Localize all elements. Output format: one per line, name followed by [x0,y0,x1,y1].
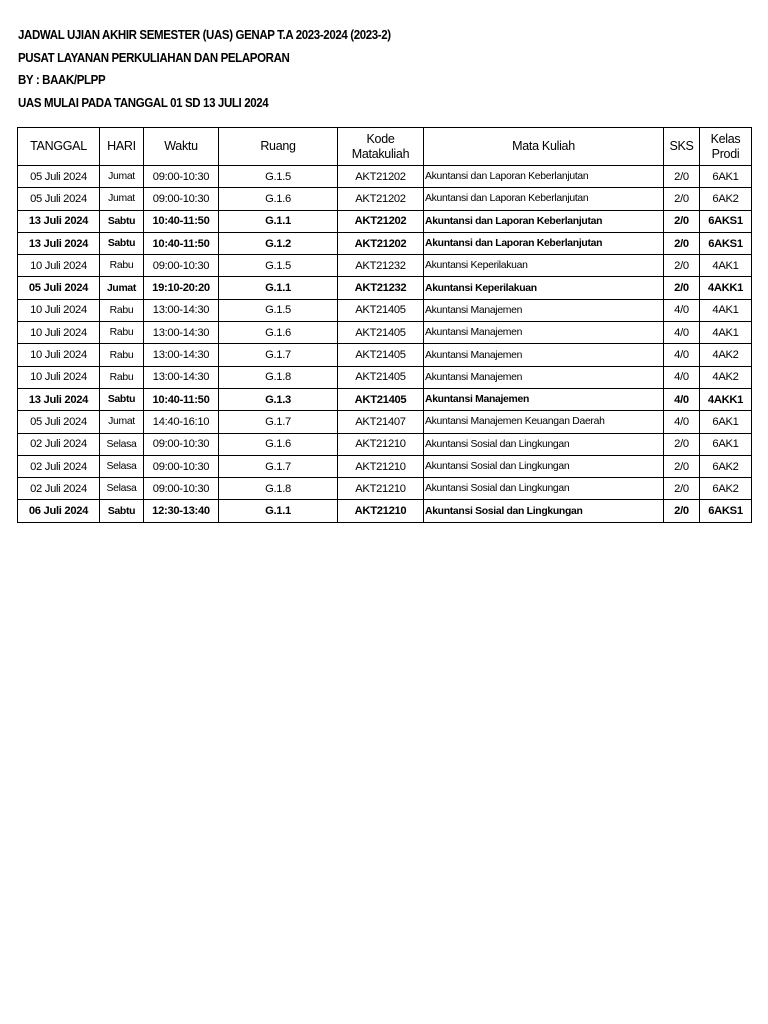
cell-ruang: G.1.6 [219,322,338,344]
cell-tanggal: 02 Juli 2024 [18,433,100,455]
cell-sks: 4/0 [664,366,700,388]
cell-kode: AKT21210 [338,478,424,500]
cell-ruang: G.1.1 [219,500,338,522]
cell-sks: 2/0 [664,210,700,232]
table-row [18,299,752,321]
cell-mata-kuliah: Akuntansi Sosial dan Lingkungan [424,478,664,500]
cell-tanggal: 13 Juli 2024 [18,388,100,410]
cell-kode: AKT21210 [338,500,424,522]
cell-waktu: 10:40-11:50 [144,210,219,232]
col-header-sks: SKS [664,128,700,166]
cell-hari: Jumat [100,411,144,433]
cell-ruang: G.1.8 [219,478,338,500]
cell-ruang: G.1.2 [219,232,338,254]
cell-tanggal: 02 Juli 2024 [18,455,100,477]
table-row [18,322,752,344]
cell-ruang: G.1.7 [219,344,338,366]
table-row [18,232,752,254]
cell-ruang: G.1.5 [219,166,338,188]
col-header-kode-line1: Kode [366,131,395,146]
col-header-tanggal: TANGGAL [18,128,100,166]
cell-waktu: 09:00-10:30 [144,455,219,477]
cell-ruang: G.1.5 [219,255,338,277]
cell-kode: AKT21405 [338,366,424,388]
cell-kode: AKT21407 [338,411,424,433]
cell-tanggal: 06 Juli 2024 [18,500,100,522]
cell-ruang: G.1.7 [219,455,338,477]
cell-ruang: G.1.8 [219,366,338,388]
cell-tanggal: 13 Juli 2024 [18,232,100,254]
cell-kelas: 6AK2 [700,455,752,477]
cell-mata-kuliah: Akuntansi Keperilakuan [424,277,664,299]
table-row [18,500,752,522]
cell-mata-kuliah: Akuntansi dan Laporan Keberlanjutan [424,210,664,232]
cell-kelas: 4AKK1 [700,388,752,410]
table-row [18,344,752,366]
table-row [18,388,752,410]
table-body [18,166,752,523]
cell-hari: Jumat [100,166,144,188]
cell-waktu: 19:10-20:20 [144,277,219,299]
cell-kelas: 4AK2 [700,344,752,366]
cell-waktu: 09:00-10:30 [144,478,219,500]
cell-kode: AKT21405 [338,299,424,321]
cell-kode: AKT21202 [338,210,424,232]
cell-kode: AKT21202 [338,188,424,210]
cell-sks: 2/0 [664,455,700,477]
table-row [18,188,752,210]
cell-tanggal: 05 Juli 2024 [18,166,100,188]
table-row [18,478,752,500]
cell-mata-kuliah: Akuntansi Manajemen [424,344,664,366]
col-header-hari: HARI [100,128,144,166]
cell-sks: 2/0 [664,500,700,522]
cell-kode: AKT21405 [338,344,424,366]
cell-ruang: G.1.3 [219,388,338,410]
cell-kelas: 6AK2 [700,478,752,500]
table-row [18,255,752,277]
cell-hari: Selasa [100,478,144,500]
cell-hari: Sabtu [100,210,144,232]
cell-waktu: 12:30-13:40 [144,500,219,522]
cell-mata-kuliah: Akuntansi Keperilakuan [424,255,664,277]
cell-tanggal: 13 Juli 2024 [18,210,100,232]
cell-kode: AKT21210 [338,433,424,455]
cell-sks: 4/0 [664,411,700,433]
document-header [18,24,758,115]
cell-hari: Jumat [100,277,144,299]
cell-mata-kuliah: Akuntansi dan Laporan Keberlanjutan [424,232,664,254]
cell-waktu: 09:00-10:30 [144,433,219,455]
cell-waktu: 13:00-14:30 [144,299,219,321]
cell-kode: AKT21202 [338,166,424,188]
table-row [18,210,752,232]
cell-waktu: 13:00-14:30 [144,322,219,344]
cell-sks: 4/0 [664,299,700,321]
cell-hari: Rabu [100,299,144,321]
document-date-range: UAS MULAI PADA TANGGAL 01 SD 13 JULI 2024 [18,96,269,111]
table-row [18,455,752,477]
col-header-kelas-line1: Kelas [710,131,741,146]
cell-waktu: 09:00-10:30 [144,255,219,277]
cell-tanggal: 10 Juli 2024 [18,344,100,366]
table-row [18,366,752,388]
cell-hari: Sabtu [100,232,144,254]
col-header-matkul: Mata Kuliah [424,128,664,166]
cell-kelas: 6AKS1 [700,500,752,522]
cell-waktu: 14:40-16:10 [144,411,219,433]
cell-waktu: 10:40-11:50 [144,388,219,410]
table-row [18,166,752,188]
col-header-ruang: Ruang [219,128,338,166]
cell-kelas: 6AK2 [700,188,752,210]
cell-mata-kuliah: Akuntansi Manajemen [424,388,664,410]
cell-tanggal: 05 Juli 2024 [18,277,100,299]
cell-ruang: G.1.6 [219,433,338,455]
cell-mata-kuliah: Akuntansi Manajemen [424,322,664,344]
cell-mata-kuliah: Akuntansi Sosial dan Lingkungan [424,455,664,477]
cell-hari: Selasa [100,455,144,477]
cell-tanggal: 02 Juli 2024 [18,478,100,500]
cell-kode: AKT21405 [338,322,424,344]
cell-ruang: G.1.6 [219,188,338,210]
table-row [18,277,752,299]
cell-hari: Rabu [100,255,144,277]
cell-sks: 2/0 [664,433,700,455]
cell-ruang: G.1.5 [219,299,338,321]
table-header-row [18,128,752,166]
cell-waktu: 09:00-10:30 [144,166,219,188]
cell-mata-kuliah: Akuntansi Manajemen Keuangan Daerah [424,411,664,433]
cell-kelas: 4AKK1 [700,277,752,299]
cell-hari: Sabtu [100,388,144,410]
cell-sks: 2/0 [664,478,700,500]
cell-hari: Jumat [100,188,144,210]
cell-hari: Rabu [100,366,144,388]
cell-sks: 2/0 [664,188,700,210]
cell-sks: 4/0 [664,388,700,410]
cell-kelas: 4AK1 [700,255,752,277]
cell-ruang: G.1.1 [219,210,338,232]
cell-waktu: 10:40-11:50 [144,232,219,254]
col-header-kode-line2: Matakuliah [351,146,410,161]
cell-tanggal: 10 Juli 2024 [18,322,100,344]
cell-tanggal: 05 Juli 2024 [18,411,100,433]
cell-mata-kuliah: Akuntansi dan Laporan Keberlanjutan [424,166,664,188]
cell-hari: Rabu [100,344,144,366]
cell-waktu: 13:00-14:30 [144,344,219,366]
cell-kode: AKT21202 [338,232,424,254]
cell-kelas: 4AK1 [700,322,752,344]
cell-mata-kuliah: Akuntansi Manajemen [424,299,664,321]
col-header-kelas [700,128,752,166]
cell-hari: Rabu [100,322,144,344]
cell-tanggal: 10 Juli 2024 [18,366,100,388]
cell-sks: 2/0 [664,255,700,277]
cell-sks: 2/0 [664,232,700,254]
cell-sks: 4/0 [664,344,700,366]
table-row [18,433,752,455]
col-header-kode [338,128,424,166]
document-subtitle: PUSAT LAYANAN PERKULIAHAN DAN PELAPORAN [18,50,290,65]
table-row [18,411,752,433]
cell-hari: Selasa [100,433,144,455]
cell-kelas: 4AK1 [700,299,752,321]
cell-mata-kuliah: Akuntansi Manajemen [424,366,664,388]
document-author: BY : BAAK/PLPP [18,73,106,88]
cell-kelas: 6AK1 [700,411,752,433]
cell-mata-kuliah: Akuntansi Sosial dan Lingkungan [424,500,664,522]
cell-kelas: 4AK2 [700,366,752,388]
cell-ruang: G.1.7 [219,411,338,433]
cell-sks: 2/0 [664,277,700,299]
exam-schedule-table [17,127,752,523]
cell-waktu: 09:00-10:30 [144,188,219,210]
cell-tanggal: 05 Juli 2024 [18,188,100,210]
cell-mata-kuliah: Akuntansi dan Laporan Keberlanjutan [424,188,664,210]
cell-tanggal: 10 Juli 2024 [18,255,100,277]
cell-kelas: 6AK1 [700,433,752,455]
document-title: JADWAL UJIAN AKHIR SEMESTER (UAS) GENAP T.A 2023-2024 (2023-2) [18,28,391,42]
cell-sks: 4/0 [664,322,700,344]
col-header-waktu: Waktu [144,128,219,166]
cell-hari: Sabtu [100,500,144,522]
cell-tanggal: 10 Juli 2024 [18,299,100,321]
cell-waktu: 13:00-14:30 [144,366,219,388]
cell-kode: AKT21232 [338,255,424,277]
cell-kelas: 6AKS1 [700,210,752,232]
cell-ruang: G.1.1 [219,277,338,299]
cell-mata-kuliah: Akuntansi Sosial dan Lingkungan [424,433,664,455]
cell-sks: 2/0 [664,166,700,188]
cell-kode: AKT21232 [338,277,424,299]
cell-kode: AKT21210 [338,455,424,477]
cell-kelas: 6AKS1 [700,232,752,254]
col-header-kelas-line2: Prodi [711,146,740,161]
cell-kelas: 6AK1 [700,166,752,188]
cell-kode: AKT21405 [338,388,424,410]
